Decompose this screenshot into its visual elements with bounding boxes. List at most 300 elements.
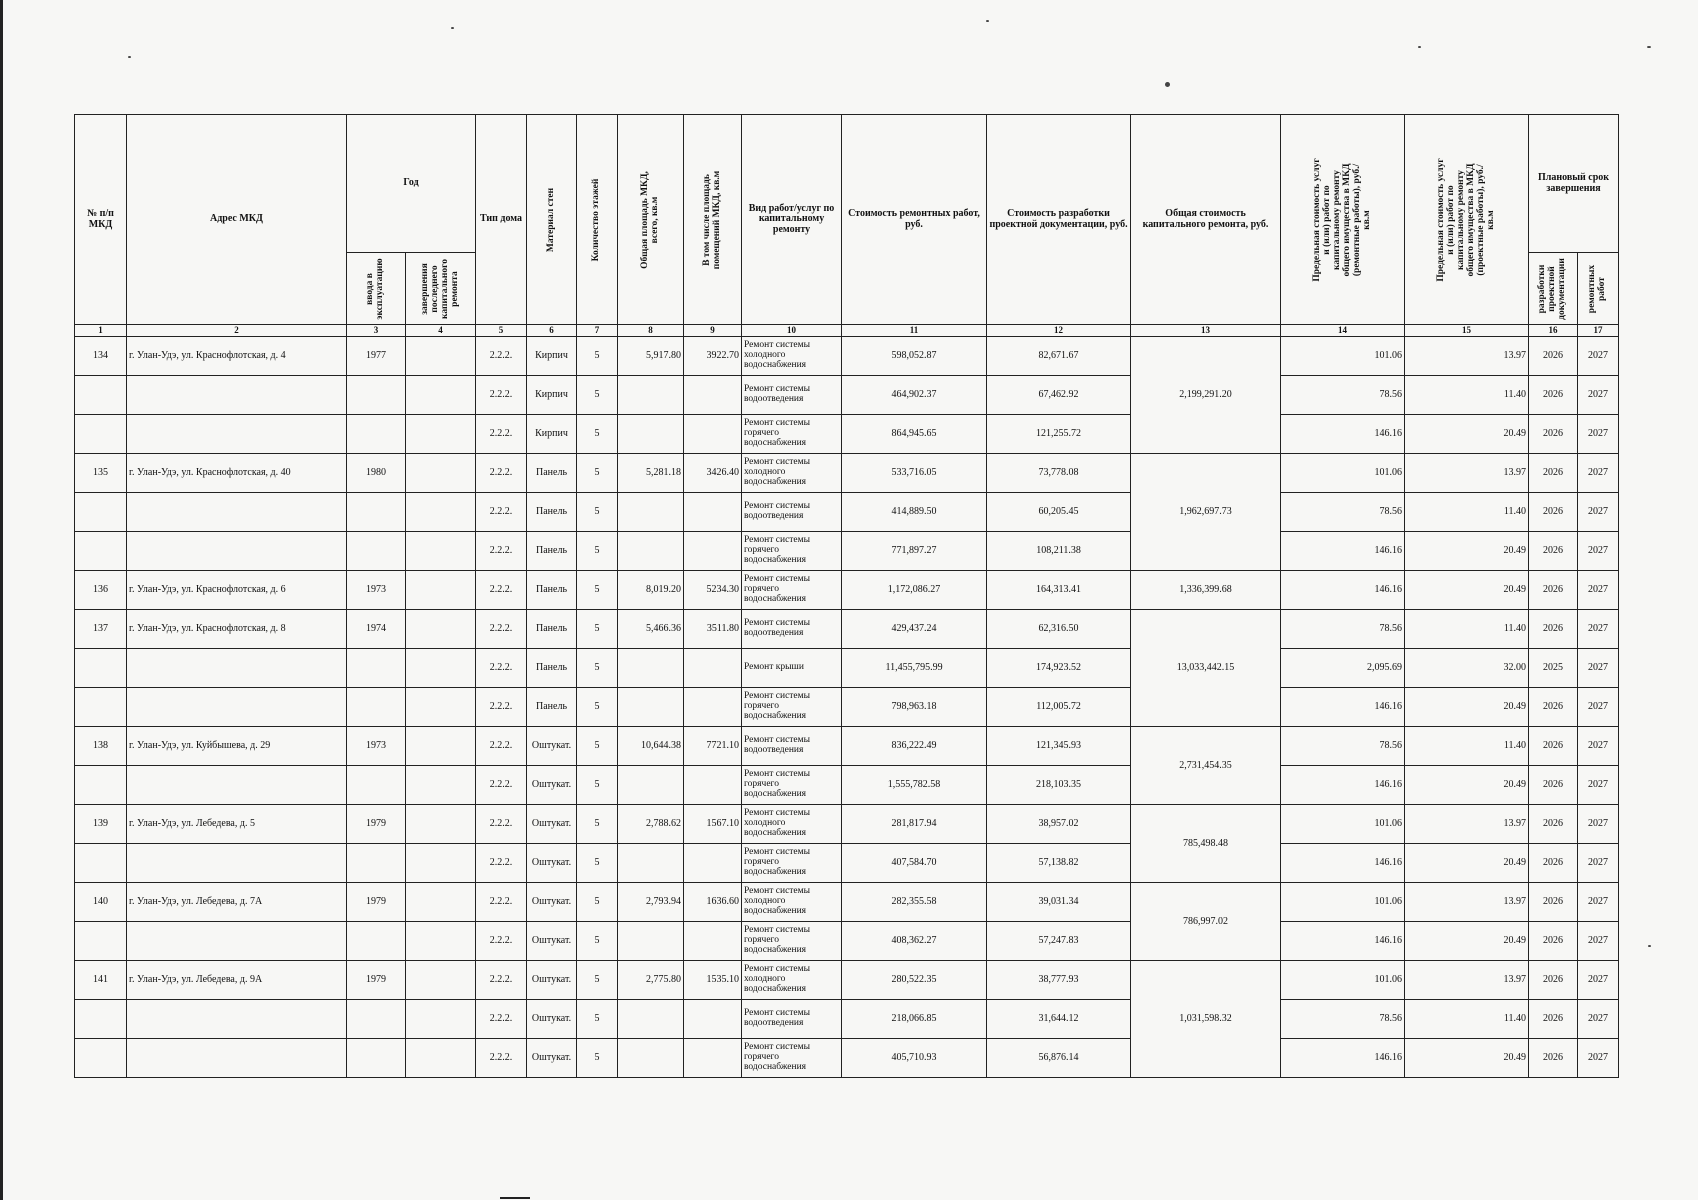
row-design-cost: 121,255.72 — [987, 415, 1131, 454]
row-design-cost: 60,205.45 — [987, 493, 1131, 532]
row-number: 137 — [75, 610, 127, 649]
row-deadline-repair: 2027 — [1578, 415, 1619, 454]
row-house-type: 2.2.2. — [476, 649, 527, 688]
row-design-cost: 73,778.08 — [987, 454, 1131, 493]
row-total-cost: 1,031,598.32 — [1131, 961, 1281, 1078]
header-limit-design: Предельная стоимость услуг и (или) работ по капитальному ремонту общего имущества в МКД (проектные работы), руб./кв.м — [1405, 115, 1529, 325]
row-deadline-design: 2026 — [1529, 961, 1578, 1000]
row-limit-design: 32.00 — [1405, 649, 1529, 688]
row-wall-material: Кирпич — [527, 337, 577, 376]
row-year-last-repair — [406, 376, 476, 415]
table-row — [75, 532, 1619, 571]
row-floors: 5 — [577, 766, 618, 805]
row-house-type: 2.2.2. — [476, 805, 527, 844]
row-deadline-design: 2026 — [1529, 337, 1578, 376]
row-number — [75, 493, 127, 532]
row-wall-material: Кирпич — [527, 415, 577, 454]
column-number: 1 — [75, 325, 127, 337]
row-design-cost: 57,247.83 — [987, 922, 1131, 961]
row-number: 139 — [75, 805, 127, 844]
row-house-type: 2.2.2. — [476, 376, 527, 415]
row-year-last-repair — [406, 454, 476, 493]
row-year-commission — [347, 688, 406, 727]
row-limit-repair: 146.16 — [1281, 532, 1405, 571]
row-wall-material: Оштукат. — [527, 922, 577, 961]
row-house-type: 2.2.2. — [476, 688, 527, 727]
row-number — [75, 415, 127, 454]
row-year-commission: 1974 — [347, 610, 406, 649]
column-number: 7 — [577, 325, 618, 337]
row-design-cost: 82,671.67 — [987, 337, 1131, 376]
row-total-area: 10,644.38 — [618, 727, 684, 766]
row-limit-design: 20.49 — [1405, 571, 1529, 610]
header-deadline-design: разработки проектной документации — [1529, 253, 1578, 325]
row-house-type: 2.2.2. — [476, 337, 527, 376]
row-total-cost: 2,199,291.20 — [1131, 337, 1281, 454]
row-total-area — [618, 922, 684, 961]
row-design-cost: 39,031.34 — [987, 883, 1131, 922]
column-number: 12 — [987, 325, 1131, 337]
header-repair-cost: Стоимость ремонтных работ, руб. — [842, 115, 987, 325]
row-limit-design: 20.49 — [1405, 532, 1529, 571]
column-number: 5 — [476, 325, 527, 337]
row-total-area — [618, 649, 684, 688]
row-address: г. Улан-Удэ, ул. Краснофлотская, д. 6 — [127, 571, 347, 610]
row-work-type: Ремонт системы горячего водоснабжения — [742, 571, 842, 610]
table-row — [75, 454, 1619, 493]
row-year-commission — [347, 922, 406, 961]
row-limit-design: 20.49 — [1405, 688, 1529, 727]
row-limit-repair: 146.16 — [1281, 844, 1405, 883]
row-floors: 5 — [577, 649, 618, 688]
row-premises-area — [684, 1000, 742, 1039]
row-limit-repair: 2,095.69 — [1281, 649, 1405, 688]
row-premises-area — [684, 1039, 742, 1078]
table-row — [75, 610, 1619, 649]
row-deadline-repair: 2027 — [1578, 1000, 1619, 1039]
row-repair-cost: 429,437.24 — [842, 610, 987, 649]
row-year-last-repair — [406, 610, 476, 649]
row-premises-area: 7721.10 — [684, 727, 742, 766]
header-address: Адрес МКД — [127, 115, 347, 325]
row-deadline-repair: 2027 — [1578, 1039, 1619, 1078]
row-year-last-repair — [406, 922, 476, 961]
row-year-commission — [347, 1000, 406, 1039]
row-year-last-repair — [406, 961, 476, 1000]
row-total-area — [618, 376, 684, 415]
row-address — [127, 415, 347, 454]
row-house-type: 2.2.2. — [476, 610, 527, 649]
row-number — [75, 1000, 127, 1039]
row-deadline-repair: 2027 — [1578, 649, 1619, 688]
table-row — [75, 922, 1619, 961]
table-row — [75, 337, 1619, 376]
row-total-cost: 1,336,399.68 — [1131, 571, 1281, 610]
row-year-commission — [347, 766, 406, 805]
row-premises-area — [684, 649, 742, 688]
row-limit-repair: 101.06 — [1281, 454, 1405, 493]
column-number: 2 — [127, 325, 347, 337]
row-deadline-repair: 2027 — [1578, 532, 1619, 571]
row-address: г. Улан-Удэ, ул. Лебедева, д. 9А — [127, 961, 347, 1000]
row-number: 134 — [75, 337, 127, 376]
table-row — [75, 805, 1619, 844]
row-floors: 5 — [577, 883, 618, 922]
row-deadline-design: 2026 — [1529, 766, 1578, 805]
scan-speck — [128, 56, 131, 58]
column-number: 10 — [742, 325, 842, 337]
row-floors: 5 — [577, 493, 618, 532]
row-address — [127, 1039, 347, 1078]
row-year-last-repair — [406, 805, 476, 844]
header-deadline-repair: ремонтных работ — [1578, 253, 1619, 325]
row-work-type: Ремонт системы водоотведения — [742, 1000, 842, 1039]
row-number — [75, 922, 127, 961]
row-wall-material: Оштукат. — [527, 961, 577, 1000]
row-deadline-design: 2026 — [1529, 883, 1578, 922]
row-work-type: Ремонт системы горячего водоснабжения — [742, 1039, 842, 1078]
row-year-last-repair — [406, 766, 476, 805]
row-total-area — [618, 1039, 684, 1078]
row-repair-cost: 405,710.93 — [842, 1039, 987, 1078]
row-design-cost: 218,103.35 — [987, 766, 1131, 805]
table-row — [75, 376, 1619, 415]
row-address — [127, 532, 347, 571]
row-year-last-repair — [406, 883, 476, 922]
row-deadline-design: 2025 — [1529, 649, 1578, 688]
document-sheet — [74, 114, 1619, 1078]
row-deadline-repair: 2027 — [1578, 727, 1619, 766]
row-total-area — [618, 766, 684, 805]
capital-repair-table — [74, 114, 1619, 1078]
row-limit-design: 11.40 — [1405, 376, 1529, 415]
row-year-last-repair — [406, 571, 476, 610]
row-deadline-repair: 2027 — [1578, 610, 1619, 649]
row-repair-cost: 464,902.37 — [842, 376, 987, 415]
column-number: 13 — [1131, 325, 1281, 337]
row-deadline-repair: 2027 — [1578, 571, 1619, 610]
row-deadline-design: 2026 — [1529, 922, 1578, 961]
row-year-last-repair — [406, 1039, 476, 1078]
row-wall-material: Оштукат. — [527, 1000, 577, 1039]
row-deadline-design: 2026 — [1529, 376, 1578, 415]
row-floors: 5 — [577, 337, 618, 376]
row-deadline-repair: 2027 — [1578, 688, 1619, 727]
row-premises-area: 3922.70 — [684, 337, 742, 376]
scan-speck — [1648, 945, 1651, 947]
column-number: 16 — [1529, 325, 1578, 337]
row-deadline-repair: 2027 — [1578, 805, 1619, 844]
row-repair-cost: 282,355.58 — [842, 883, 987, 922]
row-house-type: 2.2.2. — [476, 571, 527, 610]
row-limit-design: 11.40 — [1405, 1000, 1529, 1039]
row-floors: 5 — [577, 1000, 618, 1039]
row-wall-material: Панель — [527, 571, 577, 610]
row-limit-design: 11.40 — [1405, 610, 1529, 649]
row-wall-material: Панель — [527, 610, 577, 649]
row-limit-repair: 101.06 — [1281, 883, 1405, 922]
row-work-type: Ремонт системы водоотведения — [742, 376, 842, 415]
row-repair-cost: 771,897.27 — [842, 532, 987, 571]
row-design-cost: 121,345.93 — [987, 727, 1131, 766]
row-limit-repair: 101.06 — [1281, 805, 1405, 844]
row-floors: 5 — [577, 454, 618, 493]
row-deadline-design: 2026 — [1529, 688, 1578, 727]
row-work-type: Ремонт системы горячего водоснабжения — [742, 766, 842, 805]
header-year-commission: ввода в эксплуатацию — [347, 253, 406, 325]
row-work-type: Ремонт системы горячего водоснабжения — [742, 844, 842, 883]
row-limit-design: 20.49 — [1405, 1039, 1529, 1078]
row-total-cost: 2,731,454.35 — [1131, 727, 1281, 805]
row-deadline-repair: 2027 — [1578, 766, 1619, 805]
row-design-cost: 108,211.38 — [987, 532, 1131, 571]
row-total-area: 2,788.62 — [618, 805, 684, 844]
row-premises-area — [684, 766, 742, 805]
row-limit-design: 13.97 — [1405, 454, 1529, 493]
column-number: 3 — [347, 325, 406, 337]
row-limit-design: 13.97 — [1405, 883, 1529, 922]
table-row — [75, 649, 1619, 688]
row-wall-material: Кирпич — [527, 376, 577, 415]
row-year-commission — [347, 1039, 406, 1078]
row-limit-design: 20.49 — [1405, 922, 1529, 961]
row-wall-material: Панель — [527, 532, 577, 571]
row-year-commission: 1979 — [347, 805, 406, 844]
row-total-area: 2,793.94 — [618, 883, 684, 922]
row-total-area: 5,281.18 — [618, 454, 684, 493]
column-number: 17 — [1578, 325, 1619, 337]
row-work-type: Ремонт системы горячего водоснабжения — [742, 922, 842, 961]
row-repair-cost: 11,455,795.99 — [842, 649, 987, 688]
row-year-last-repair — [406, 1000, 476, 1039]
header-year-last-repair: завершения последнего капитального ремонта — [406, 253, 476, 325]
row-total-area — [618, 532, 684, 571]
header-deadline: Плановый срок завершения — [1529, 115, 1619, 253]
row-deadline-design: 2026 — [1529, 532, 1578, 571]
row-house-type: 2.2.2. — [476, 493, 527, 532]
row-repair-cost: 598,052.87 — [842, 337, 987, 376]
column-number: 4 — [406, 325, 476, 337]
table-row — [75, 1000, 1619, 1039]
scan-speck — [1418, 46, 1421, 48]
row-house-type: 2.2.2. — [476, 766, 527, 805]
row-limit-design: 20.49 — [1405, 766, 1529, 805]
row-design-cost: 56,876.14 — [987, 1039, 1131, 1078]
row-premises-area — [684, 688, 742, 727]
row-repair-cost: 1,172,086.27 — [842, 571, 987, 610]
row-total-cost: 1,962,697.73 — [1131, 454, 1281, 571]
header-floors: Количество этажей — [577, 115, 618, 325]
row-year-last-repair — [406, 727, 476, 766]
row-repair-cost: 836,222.49 — [842, 727, 987, 766]
row-premises-area — [684, 922, 742, 961]
row-premises-area — [684, 844, 742, 883]
table-row — [75, 961, 1619, 1000]
row-year-last-repair — [406, 688, 476, 727]
row-number: 135 — [75, 454, 127, 493]
table-row — [75, 493, 1619, 532]
row-year-last-repair — [406, 532, 476, 571]
row-year-commission: 1979 — [347, 883, 406, 922]
row-year-commission — [347, 493, 406, 532]
row-wall-material: Панель — [527, 493, 577, 532]
row-total-area — [618, 688, 684, 727]
row-address — [127, 766, 347, 805]
row-house-type: 2.2.2. — [476, 454, 527, 493]
row-address — [127, 649, 347, 688]
row-limit-repair: 101.06 — [1281, 961, 1405, 1000]
row-design-cost: 57,138.82 — [987, 844, 1131, 883]
table-row — [75, 727, 1619, 766]
row-design-cost: 62,316.50 — [987, 610, 1131, 649]
row-number: 140 — [75, 883, 127, 922]
row-address — [127, 1000, 347, 1039]
table-row — [75, 883, 1619, 922]
row-floors: 5 — [577, 1039, 618, 1078]
row-limit-repair: 78.56 — [1281, 376, 1405, 415]
row-deadline-repair: 2027 — [1578, 454, 1619, 493]
table-body — [75, 337, 1619, 1078]
row-limit-repair: 78.56 — [1281, 727, 1405, 766]
row-floors: 5 — [577, 961, 618, 1000]
row-repair-cost: 1,555,782.58 — [842, 766, 987, 805]
row-work-type: Ремонт системы водоотведения — [742, 610, 842, 649]
row-year-commission — [347, 376, 406, 415]
header-premises-area: В том числе площадь помещений МКД, кв.м — [684, 115, 742, 325]
row-year-commission: 1973 — [347, 727, 406, 766]
row-number — [75, 649, 127, 688]
row-total-cost: 13,033,442.15 — [1131, 610, 1281, 727]
row-limit-design: 13.97 — [1405, 961, 1529, 1000]
row-wall-material: Оштукат. — [527, 727, 577, 766]
column-number: 11 — [842, 325, 987, 337]
column-number-row — [75, 325, 1619, 337]
row-address — [127, 922, 347, 961]
row-year-commission: 1977 — [347, 337, 406, 376]
row-design-cost: 164,313.41 — [987, 571, 1131, 610]
row-year-commission — [347, 844, 406, 883]
column-number: 14 — [1281, 325, 1405, 337]
row-number — [75, 844, 127, 883]
row-house-type: 2.2.2. — [476, 1000, 527, 1039]
row-address — [127, 376, 347, 415]
row-work-type: Ремонт системы горячего водоснабжения — [742, 532, 842, 571]
row-limit-design: 20.49 — [1405, 844, 1529, 883]
row-work-type: Ремонт системы холодного водоснабжения — [742, 337, 842, 376]
row-floors: 5 — [577, 610, 618, 649]
row-floors: 5 — [577, 376, 618, 415]
row-house-type: 2.2.2. — [476, 922, 527, 961]
scan-speck — [451, 27, 454, 29]
row-deadline-repair: 2027 — [1578, 844, 1619, 883]
row-premises-area — [684, 493, 742, 532]
header-total-area: Общая площадь МКД, всего, кв.м — [618, 115, 684, 325]
row-design-cost: 67,462.92 — [987, 376, 1131, 415]
row-work-type: Ремонт системы холодного водоснабжения — [742, 454, 842, 493]
row-house-type: 2.2.2. — [476, 727, 527, 766]
row-number — [75, 376, 127, 415]
row-deadline-design: 2026 — [1529, 415, 1578, 454]
row-address — [127, 688, 347, 727]
row-work-type: Ремонт системы горячего водоснабжения — [742, 415, 842, 454]
scan-speck — [1165, 82, 1170, 87]
row-year-commission — [347, 649, 406, 688]
row-design-cost: 174,923.52 — [987, 649, 1131, 688]
row-floors: 5 — [577, 727, 618, 766]
row-limit-repair: 146.16 — [1281, 571, 1405, 610]
row-wall-material: Панель — [527, 688, 577, 727]
row-address: г. Улан-Удэ, ул. Краснофлотская, д. 8 — [127, 610, 347, 649]
table-row — [75, 844, 1619, 883]
row-repair-cost: 864,945.65 — [842, 415, 987, 454]
row-limit-repair: 146.16 — [1281, 922, 1405, 961]
row-floors: 5 — [577, 532, 618, 571]
row-premises-area: 1636.60 — [684, 883, 742, 922]
row-year-commission — [347, 415, 406, 454]
row-work-type: Ремонт системы холодного водоснабжения — [742, 883, 842, 922]
row-deadline-design: 2026 — [1529, 493, 1578, 532]
row-wall-material: Панель — [527, 454, 577, 493]
row-number: 138 — [75, 727, 127, 766]
header-design-cost: Стоимость разработки проектной документации, руб. — [987, 115, 1131, 325]
scan-edge — [500, 1197, 530, 1199]
row-total-area — [618, 415, 684, 454]
row-number: 136 — [75, 571, 127, 610]
row-year-last-repair — [406, 844, 476, 883]
row-total-area — [618, 493, 684, 532]
row-deadline-repair: 2027 — [1578, 961, 1619, 1000]
row-year-commission: 1979 — [347, 961, 406, 1000]
row-limit-design: 11.40 — [1405, 727, 1529, 766]
row-repair-cost: 281,817.94 — [842, 805, 987, 844]
row-number — [75, 688, 127, 727]
row-deadline-design: 2026 — [1529, 844, 1578, 883]
row-total-area: 5,466.36 — [618, 610, 684, 649]
table-row — [75, 766, 1619, 805]
row-floors: 5 — [577, 922, 618, 961]
row-limit-repair: 146.16 — [1281, 1039, 1405, 1078]
row-premises-area: 1535.10 — [684, 961, 742, 1000]
row-year-commission — [347, 532, 406, 571]
row-work-type: Ремонт системы холодного водоснабжения — [742, 961, 842, 1000]
header-num: № п/п МКД — [75, 115, 127, 325]
row-year-last-repair — [406, 337, 476, 376]
row-limit-design: 13.97 — [1405, 337, 1529, 376]
row-deadline-repair: 2027 — [1578, 493, 1619, 532]
row-address: г. Улан-Удэ, ул. Лебедева, д. 5 — [127, 805, 347, 844]
row-house-type: 2.2.2. — [476, 844, 527, 883]
row-address: г. Улан-Удэ, ул. Краснофлотская, д. 40 — [127, 454, 347, 493]
row-total-area — [618, 1000, 684, 1039]
row-year-last-repair — [406, 415, 476, 454]
header-year: Год — [347, 115, 476, 253]
row-address — [127, 493, 347, 532]
row-deadline-repair: 2027 — [1578, 922, 1619, 961]
header-total-cost: Общая стоимость капитального ремонта, руб. — [1131, 115, 1281, 325]
row-house-type: 2.2.2. — [476, 883, 527, 922]
row-floors: 5 — [577, 688, 618, 727]
row-deadline-design: 2026 — [1529, 727, 1578, 766]
row-limit-repair: 78.56 — [1281, 493, 1405, 532]
row-repair-cost: 414,889.50 — [842, 493, 987, 532]
row-premises-area — [684, 415, 742, 454]
row-work-type: Ремонт системы водоотведения — [742, 727, 842, 766]
row-premises-area — [684, 532, 742, 571]
row-floors: 5 — [577, 571, 618, 610]
row-premises-area: 1567.10 — [684, 805, 742, 844]
row-premises-area — [684, 376, 742, 415]
row-design-cost: 38,777.93 — [987, 961, 1131, 1000]
